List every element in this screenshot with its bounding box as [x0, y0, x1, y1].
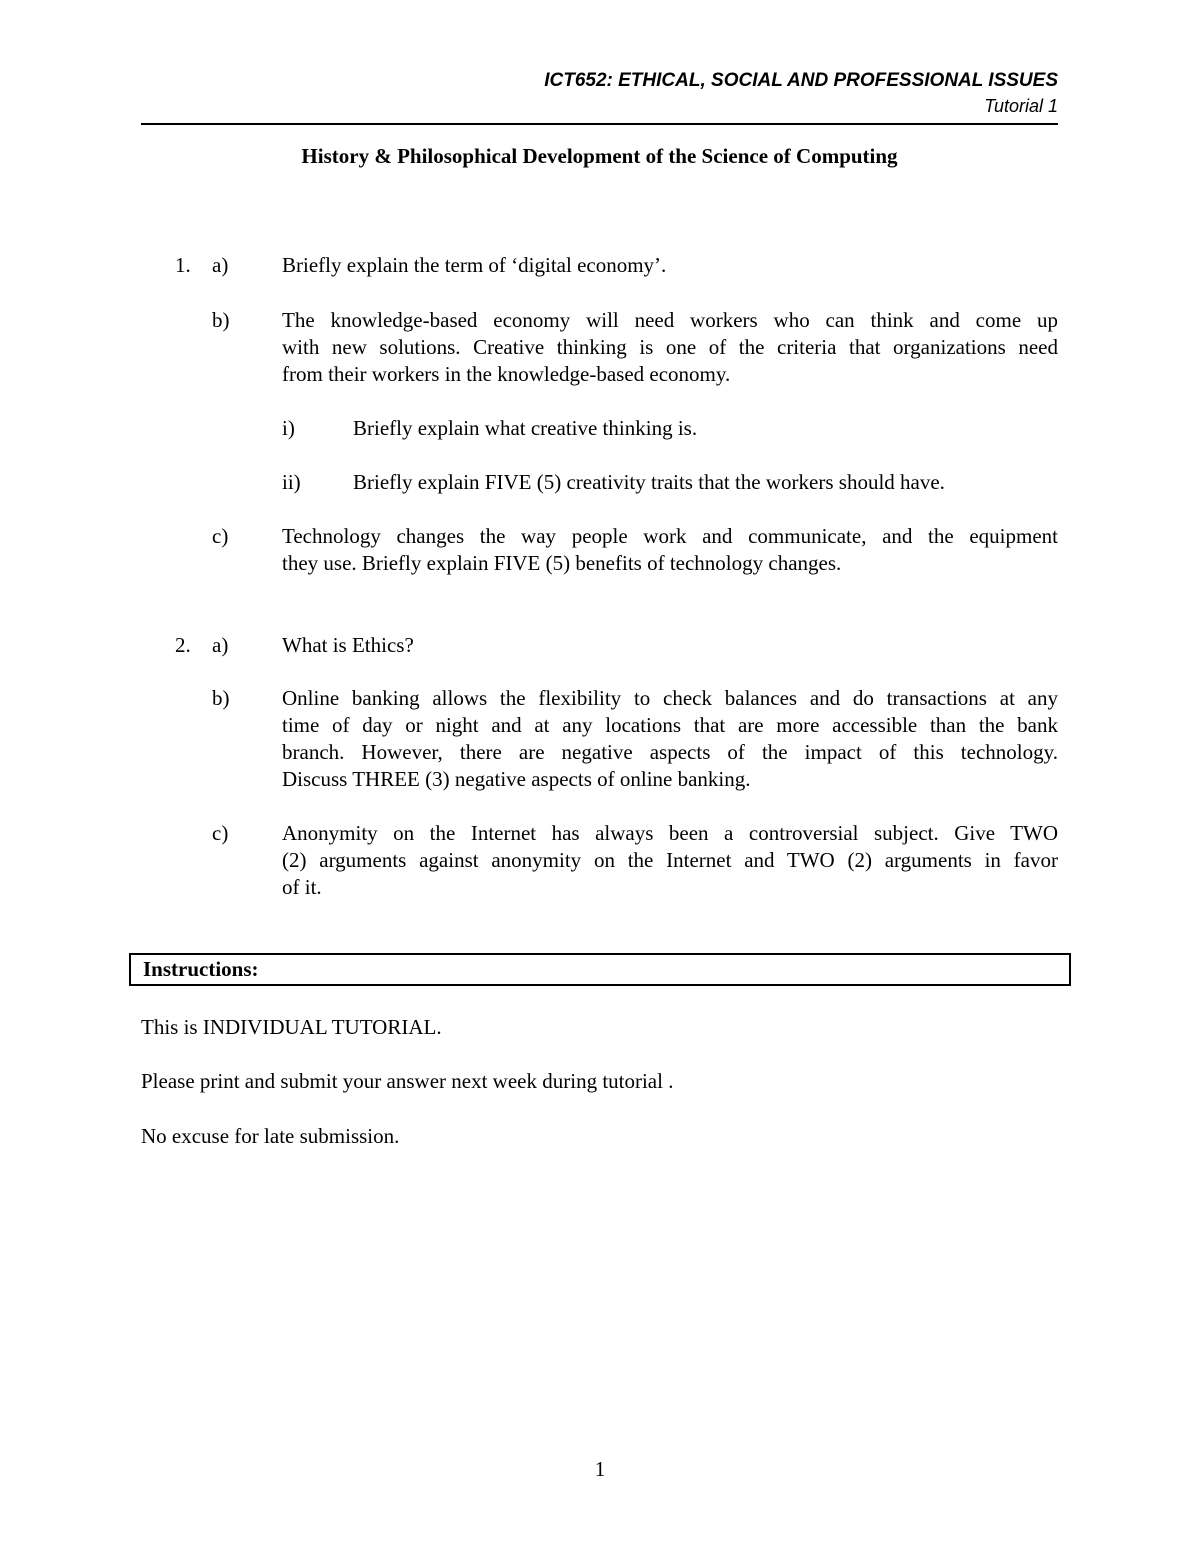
- header-divider: [141, 123, 1058, 125]
- question-2c-text: [282, 820, 1058, 901]
- text-line: time of day or night and at any locations that are more accessible than the bank: [282, 713, 1058, 737]
- text-line: Discuss THREE (3) negative aspects of online banking.: [282, 767, 751, 791]
- question-1a-label: a): [212, 253, 229, 277]
- question-1b-text: [282, 307, 1058, 388]
- question-2b-label: b): [212, 686, 230, 710]
- question-2b-text: [282, 685, 1058, 793]
- tutorial-label: Tutorial 1: [984, 96, 1058, 116]
- question-1b-ii-label: ii): [282, 470, 301, 494]
- question-1b-i-text: Briefly explain what creative thinking is.: [353, 416, 698, 440]
- text-line: they use. Briefly explain FIVE (5) benefits of technology changes.: [282, 551, 842, 575]
- question-2a-text: What is Ethics?: [282, 633, 414, 657]
- question-2c-label: c): [212, 821, 229, 845]
- text-line: with new solutions. Creative thinking is one of the criteria that organizations need: [282, 335, 1058, 359]
- question-1-number: 1.: [175, 253, 191, 277]
- text-line: Anonymity on the Internet has always been a controversial subject. Give TWO: [282, 821, 1058, 845]
- question-2-number: 2.: [175, 633, 191, 657]
- text-line: of it.: [282, 875, 322, 899]
- text-line: from their workers in the knowledge-based economy.: [282, 362, 731, 386]
- instruction-line: Please print and submit your answer next week during tutorial .: [141, 1069, 674, 1093]
- page-number: 1: [594, 1457, 606, 1481]
- question-2a-label: a): [212, 633, 229, 657]
- question-1b-ii-text: Briefly explain FIVE (5) creativity traits that the workers should have.: [353, 470, 945, 494]
- question-1c-text: [282, 523, 1058, 577]
- instructions-box: [129, 953, 1071, 986]
- instruction-line: No excuse for late submission.: [141, 1124, 400, 1148]
- instructions-heading: Instructions:: [143, 957, 259, 981]
- text-line: The knowledge-based economy will need workers who can think and come up: [282, 308, 1058, 332]
- text-line: (2) arguments against anonymity on the Internet and TWO (2) arguments in favor: [282, 848, 1058, 872]
- text-line: branch. However, there are negative aspects of the impact of this technology.: [282, 740, 1058, 764]
- page-title: History & Philosophical Development of the Science of Computing: [301, 144, 898, 168]
- text-line: Technology changes the way people work and communicate, and the equipment: [282, 524, 1058, 548]
- text-line: Online banking allows the flexibility to check balances and do transactions at any: [282, 686, 1058, 710]
- instruction-line: This is INDIVIDUAL TUTORIAL.: [141, 1015, 442, 1039]
- question-1b-i-label: i): [282, 416, 295, 440]
- course-header: ICT652: ETHICAL, SOCIAL AND PROFESSIONAL ISSUES: [544, 70, 1058, 91]
- question-1c-label: c): [212, 524, 229, 548]
- question-1a-text: Briefly explain the term of ‘digital economy’.: [282, 253, 667, 277]
- question-1b-label: b): [212, 308, 230, 332]
